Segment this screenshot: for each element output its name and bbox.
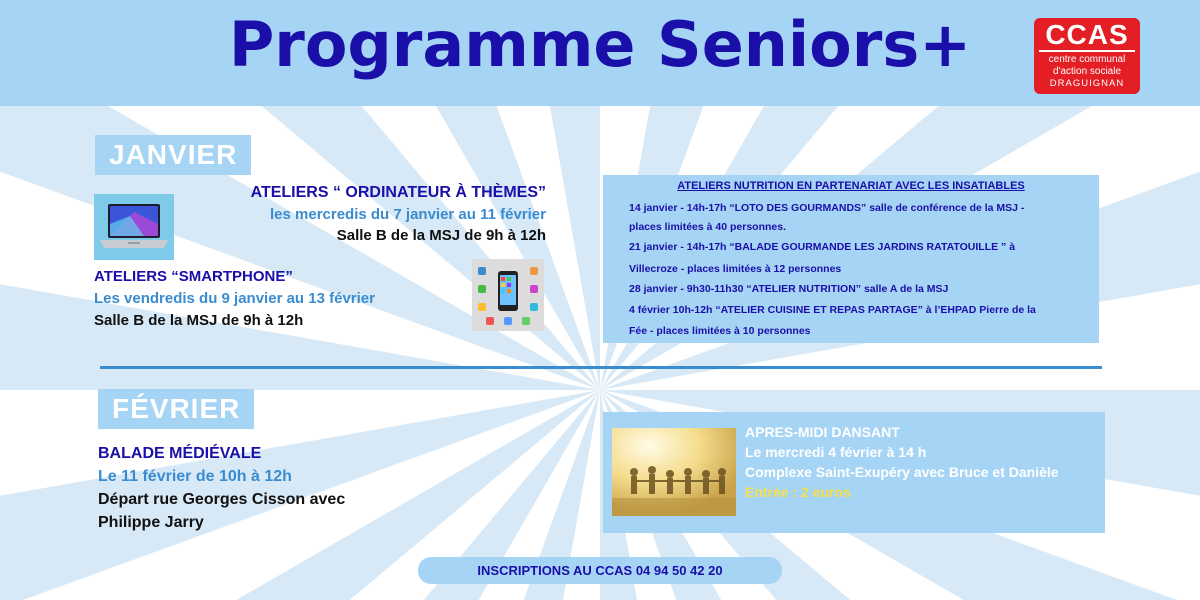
ordinateur-place: Salle B de la MSJ de 9h à 12h <box>336 227 546 244</box>
logo-line-3: DRAGUIGNAN <box>1049 78 1125 89</box>
logo-acronym: CCAS <box>1045 19 1129 50</box>
nutrition-line: 21 janvier - 14h-17h “BALADE GOURMANDE LES JARDINS RATATOUILLE ” à <box>629 241 1016 253</box>
page-title: Programme Seniors+ <box>228 8 972 81</box>
nutrition-line: Fée - places limitées à 10 personnes <box>629 325 811 337</box>
dance-price: Entrée : 2 euros <box>745 484 851 500</box>
nutrition-title: ATELIERS NUTRITION EN PARTENARIAT AVEC LES INSATIABLES <box>677 180 1025 192</box>
nutrition-line: 28 janvier - 9h30-11h30 “ATELIER NUTRITION” salle A de la MSJ <box>629 283 949 295</box>
nutrition-line: 14 janvier - 14h-17h “LOTO DES GOURMANDS” salle de conférence de la MSJ - <box>629 202 1025 214</box>
dancers-image <box>612 428 736 516</box>
balade-line-1: Départ rue Georges Cisson avec <box>98 491 346 508</box>
dance-box <box>603 412 1105 533</box>
month-tag-fevrier: FÉVRIER <box>98 389 254 429</box>
logo-divider <box>1039 50 1135 52</box>
nutrition-line: 4 février 10h-12h “ATELIER CUISINE ET REPAS PARTAGE” à l’EHPAD Pierre de la <box>629 304 1036 316</box>
section-divider <box>100 366 1102 369</box>
logo-line-2: d'action sociale <box>1052 66 1122 77</box>
balade-title: BALADE MÉDIÉVALE <box>98 445 262 462</box>
dance-title: APRES-MIDI DANSANT <box>745 424 900 440</box>
inscriptions-banner: INSCRIPTIONS AU CCAS 04 94 50 42 20 <box>418 557 782 584</box>
smartphone-apps-icon <box>472 259 544 331</box>
smartphone-dates: Les vendredis du 9 janvier au 13 février <box>94 290 375 307</box>
smartphone-place: Salle B de la MSJ de 9h à 12h <box>94 312 304 329</box>
nutrition-line: places limitées à 40 personnes. <box>629 221 786 233</box>
nutrition-line: Villecroze - places limitées à 12 personnes <box>629 263 842 275</box>
dance-date: Le mercredi 4 février à 14 h <box>745 444 927 460</box>
ordinateur-title: ATELIERS “ ORDINATEUR À THÈMES” <box>250 184 546 201</box>
ordinateur-dates: les mercredis du 7 janvier au 11 février <box>270 206 546 223</box>
logo-line-1: centre communal <box>1048 54 1126 65</box>
balade-dates: Le 11 février de 10h à 12h <box>98 468 292 485</box>
ccas-logo <box>1034 18 1140 94</box>
smartphone-title: ATELIERS “SMARTPHONE” <box>94 268 293 285</box>
laptop-icon <box>94 194 174 260</box>
month-tag-janvier: JANVIER <box>95 135 251 175</box>
dance-place: Complexe Saint-Exupéry avec Bruce et Danièle <box>745 464 1059 480</box>
nutrition-box <box>603 175 1099 343</box>
balade-line-2: Philippe Jarry <box>98 514 204 531</box>
